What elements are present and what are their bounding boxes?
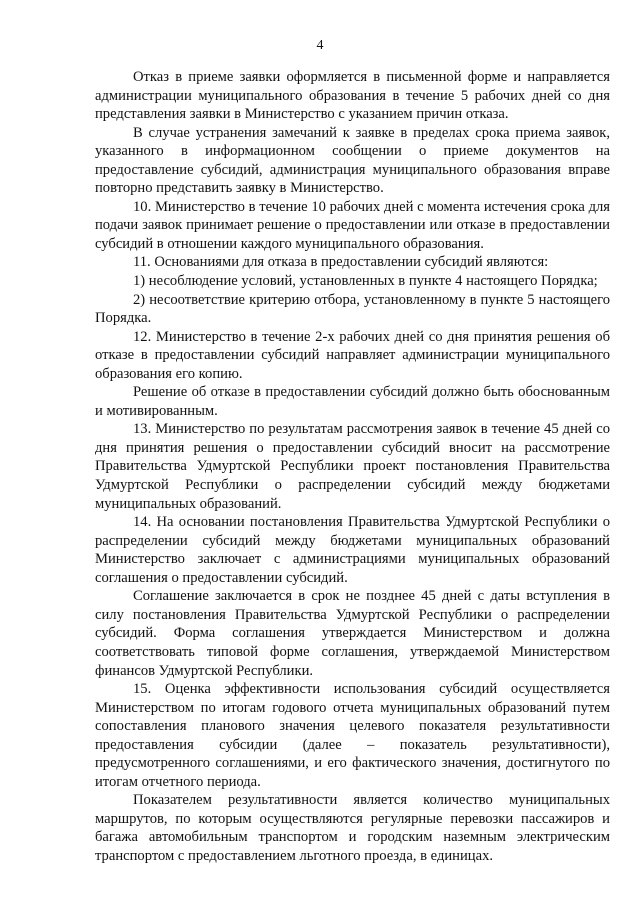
paragraph-refusal-justification: Решение об отказе в предоставлении субсидий должно быть обоснованным и мотивированным. [95, 384, 610, 419]
paragraph-item-11: 11. Основаниями для отказа в предоставлении субсидий являются: [133, 254, 549, 271]
paragraph-resubmission: В случае устранения замечаний к заявке в пределах срока приема заявок, указанного в информационном сообщении о приеме документов на предоставление субсидий, администрация муниципального образования вправе повторно представить заявку в Министерство. [95, 124, 610, 197]
paragraph-item-11-2: 2) несоответствие критерию отбора, установленному в пункте 5 настоящего Порядка. [95, 291, 610, 327]
paragraph-item-10: 10. Министерство в течение 10 рабочих дней с момента истечения срока для подачи заявок принимает решение о предоставлении или отказе в предоставлении субсидий в отношении каждого муниципального образования. [95, 198, 610, 252]
paragraph-item-11-1: 1) несоблюдение условий, установленных в пункте 4 настоящего Порядка; [133, 273, 598, 290]
paragraph-item-14: 14. На основании постановления Правительства Удмуртской Республики о распределении субсидий между бюджетами муниципальных образований Министерство заключает с администрациями муниципальных образований соглашения о предоставлении субсидий. [95, 514, 610, 586]
paragraph-item-15: 15. Оценка эффективности использования субсидий осуществляется Министерством по итогам годового отчета муниципальных образований путем сопоставления планового значения целевого показателя результативности предоставления субсидии (далее – показатель результативности), предусмотренного соглашениями, и его фактического значения, достигнутого по итогам отчетного периода. [95, 681, 610, 790]
paragraph-performance-indicator: Показателем результативности является количество муниципальных маршрутов, по которым осуществляются регулярные перевозки пассажиров и багажа автомобильным транспортом и городским наземным электрическим транспортом с предоставлением льготного проезда, в единицах. [95, 792, 610, 864]
paragraph-item-13: 13. Министерство по результатам рассмотрения заявок в течение 45 дней со дня принятия решения о предоставлении субсидий вносит на рассмотрение Правительства Удмуртской Республики проект постановления Правительства Удмуртской Республики о распределении субсидий между бюджетами муниципальных образований. [95, 421, 610, 512]
page-number: 4 [316, 38, 324, 53]
paragraph-item-12: 12. Министерство в течение 2-х рабочих дней со дня принятия решения об отказе в предоставлении субсидий направляет администрации муниципального образования его копию. [95, 328, 610, 382]
paragraph-refusal-notice: Отказ в приеме заявки оформляется в письменной форме и направляется администрации муниципального образования в течение 5 рабочих дней со дня представления заявки в Министерство с указанием причин отказа. [95, 69, 610, 123]
document-body [95, 68, 610, 866]
paragraph-agreement-term: Соглашение заключается в срок не позднее 45 дней с даты вступления в силу постановления Правительства Удмуртской Республики о распределении субсидий. Форма соглашения утверждается Министерством и должна соответствовать типовой форме соглашения, утверждаемой Министерством финансов Удмуртской Республики. [95, 588, 610, 679]
